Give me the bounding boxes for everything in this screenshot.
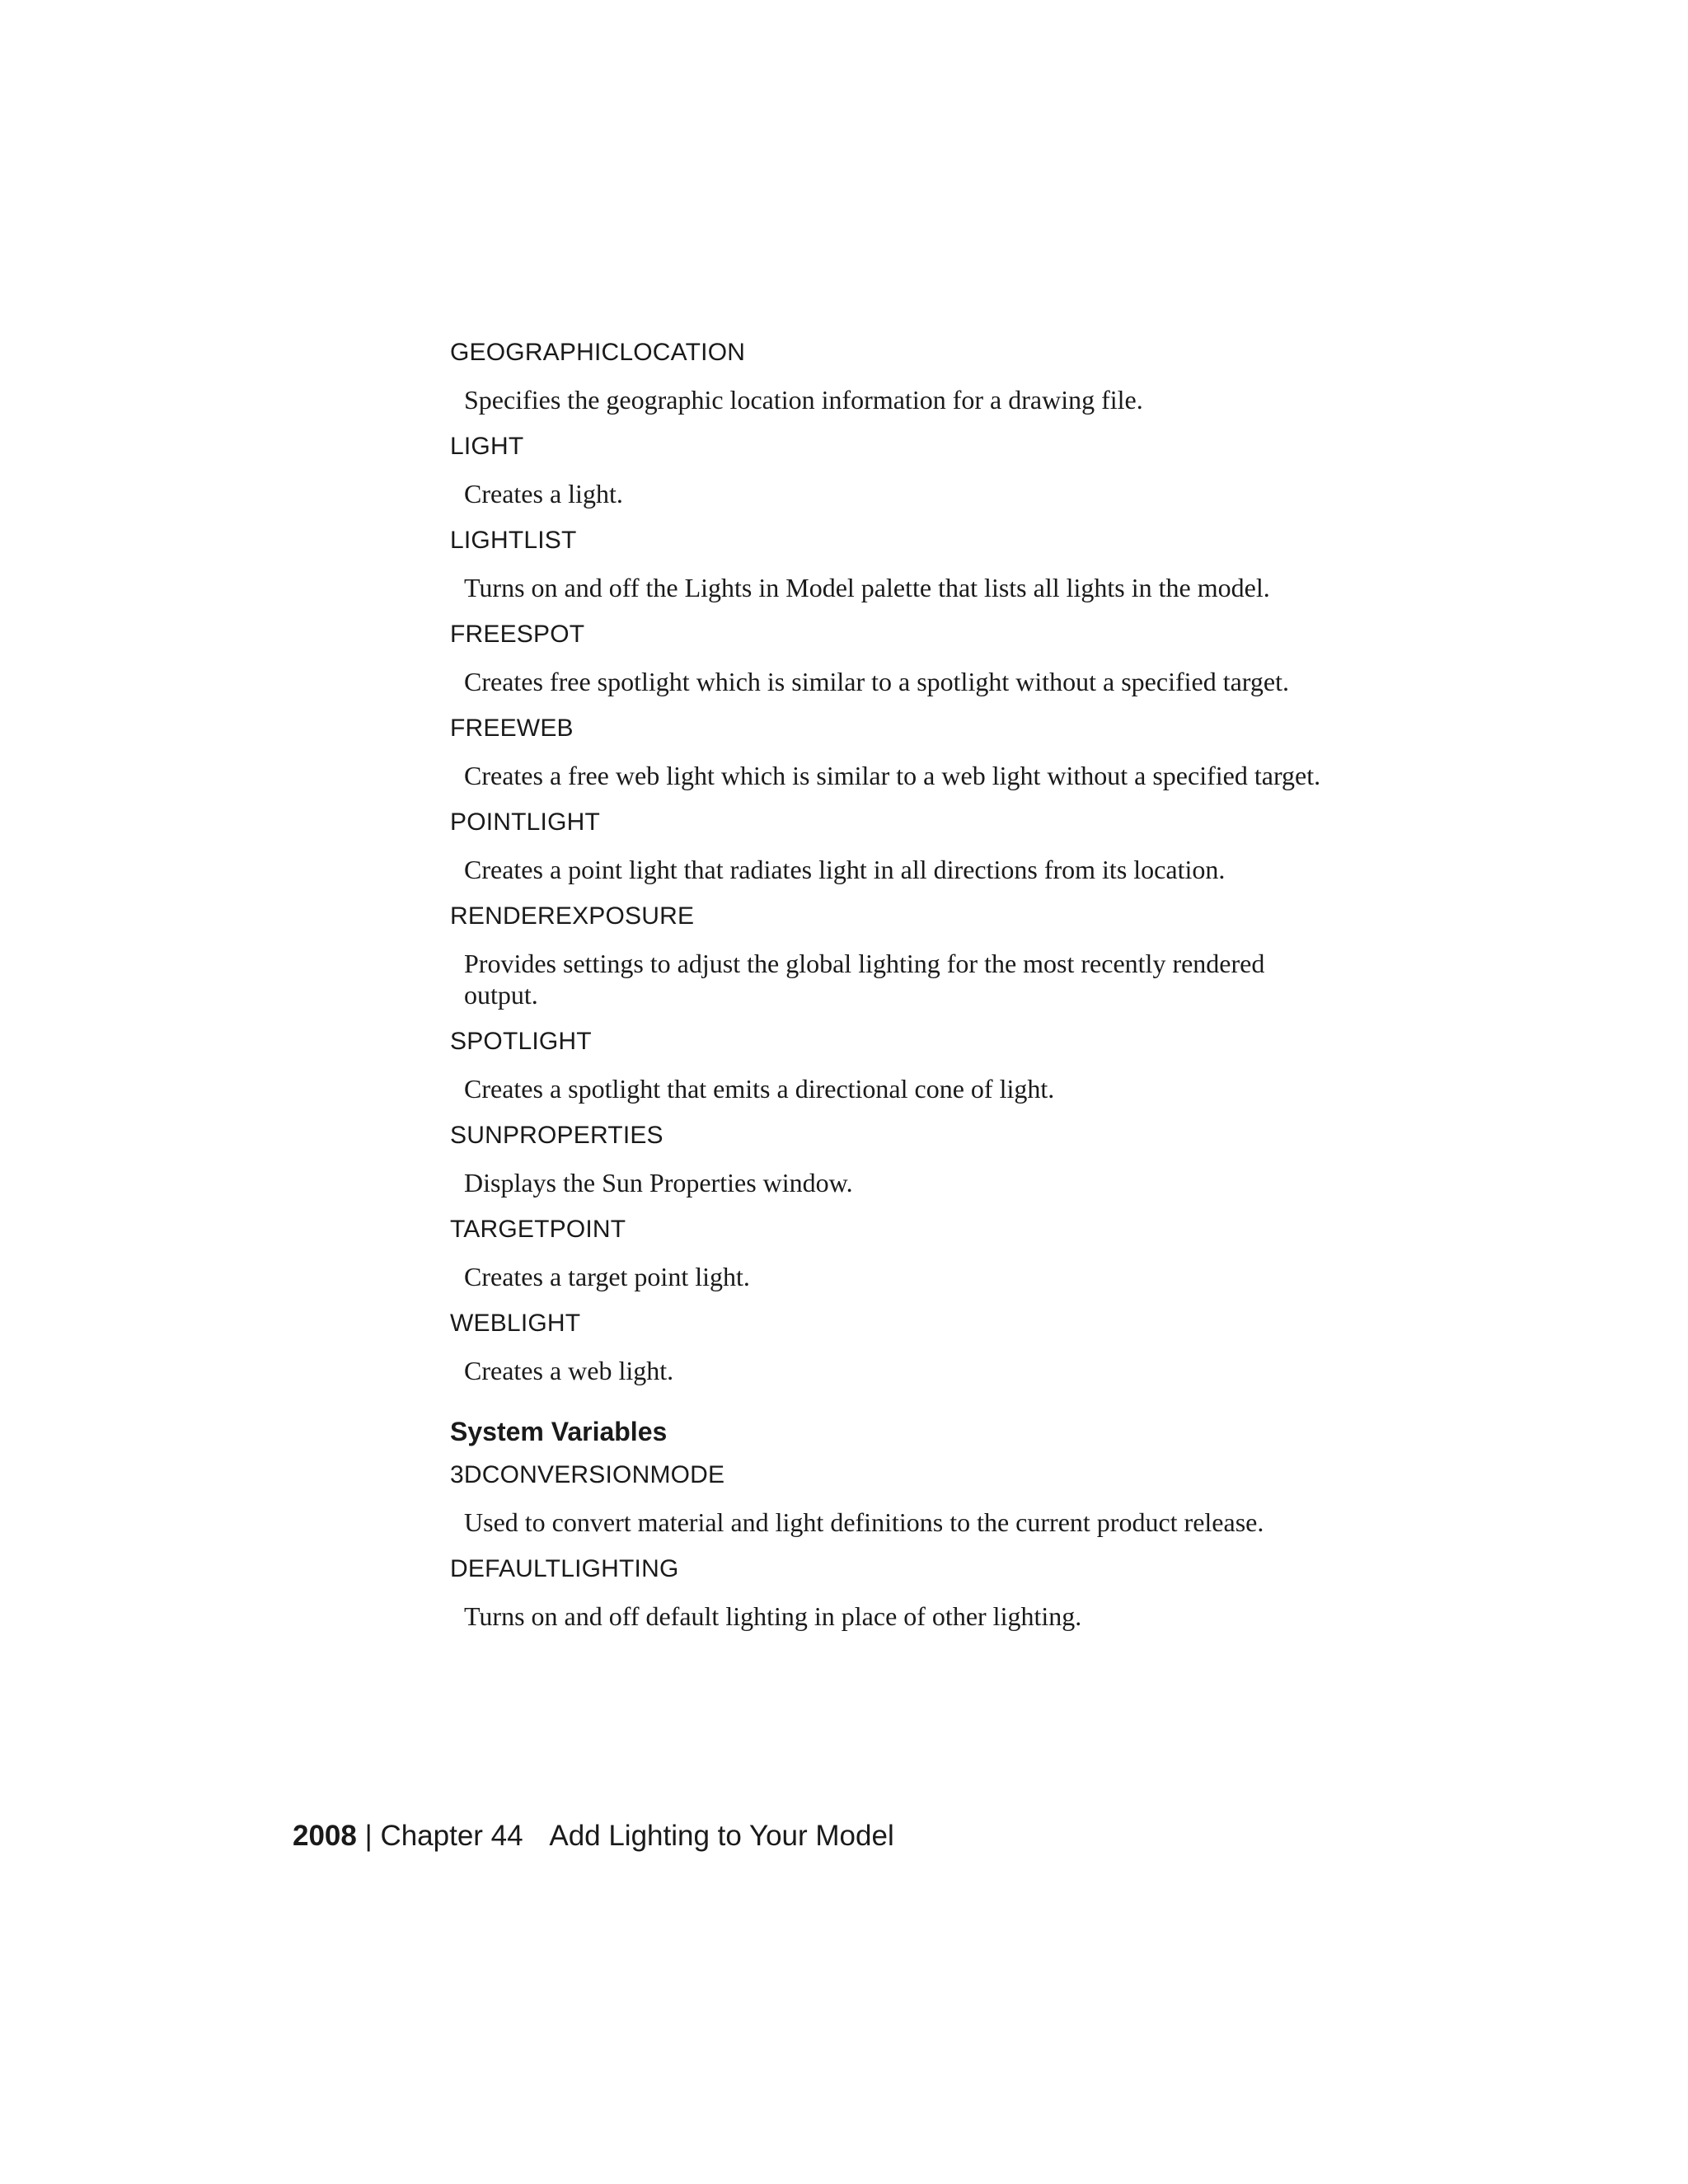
command-term-targetpoint: TARGETPOINT [450,1216,626,1243]
command-description-weblight: Creates a web light. [464,1356,674,1385]
variable-description-defaultlighting: Turns on and off default lighting in place of other lighting. [464,1601,1082,1631]
command-term-renderexposure: RENDEREXPOSURE [450,902,695,930]
command-term-freeweb: FREEWEB [450,715,574,742]
footer-separator: | [364,1820,373,1852]
command-term-light: LIGHT [450,433,524,460]
command-term-pointlight: POINTLIGHT [450,808,601,836]
command-description-spotlight: Creates a spotlight that emits a directional cone of light. [464,1074,1055,1104]
command-description-lightlist: Turns on and off the Lights in Model palette that lists all lights in the model. [464,573,1270,602]
command-description-light: Creates a light. [464,479,623,509]
section-heading-system-variables: System Variables [450,1417,668,1446]
command-description-freespot: Creates free spotlight which is similar to a spotlight without a specified target. [464,667,1289,696]
variable-description-3dconversionmode: Used to convert material and light definitions to the current product release. [464,1507,1264,1537]
chapter-label: Chapter 44 [380,1820,523,1852]
command-term-geographiclocation: GEOGRAPHICLOCATION [450,339,746,366]
command-description-geographiclocation: Specifies the geographic location information for a drawing file. [464,385,1143,415]
command-term-lightlist: LIGHTLIST [450,527,577,554]
page-number: 2008 [293,1820,357,1852]
command-term-weblight: WEBLIGHT [450,1310,581,1337]
command-term-freespot: FREESPOT [450,621,585,648]
variable-term-defaultlighting: DEFAULTLIGHTING [450,1555,679,1582]
variable-term-3dconversionmode: 3DCONVERSIONMODE [450,1461,725,1488]
command-term-sunproperties: SUNPROPERTIES [450,1122,663,1149]
command-description-freeweb: Creates a free web light which is similar to a web light without a specified target. [464,761,1321,790]
command-term-spotlight: SPOTLIGHT [450,1028,592,1055]
command-description-sunproperties: Displays the Sun Properties window. [464,1168,853,1197]
command-description-targetpoint: Creates a target point light. [464,1262,750,1291]
command-description-pointlight: Creates a point light that radiates light in all directions from its location. [464,855,1226,884]
command-description-renderexposure: Provides settings to adjust the global lighting for the most recently rendered output. [464,949,1265,1010]
page-content [450,336,1357,1647]
chapter-title: Add Lighting to Your Model [549,1820,894,1852]
page-footer [293,1817,894,1855]
